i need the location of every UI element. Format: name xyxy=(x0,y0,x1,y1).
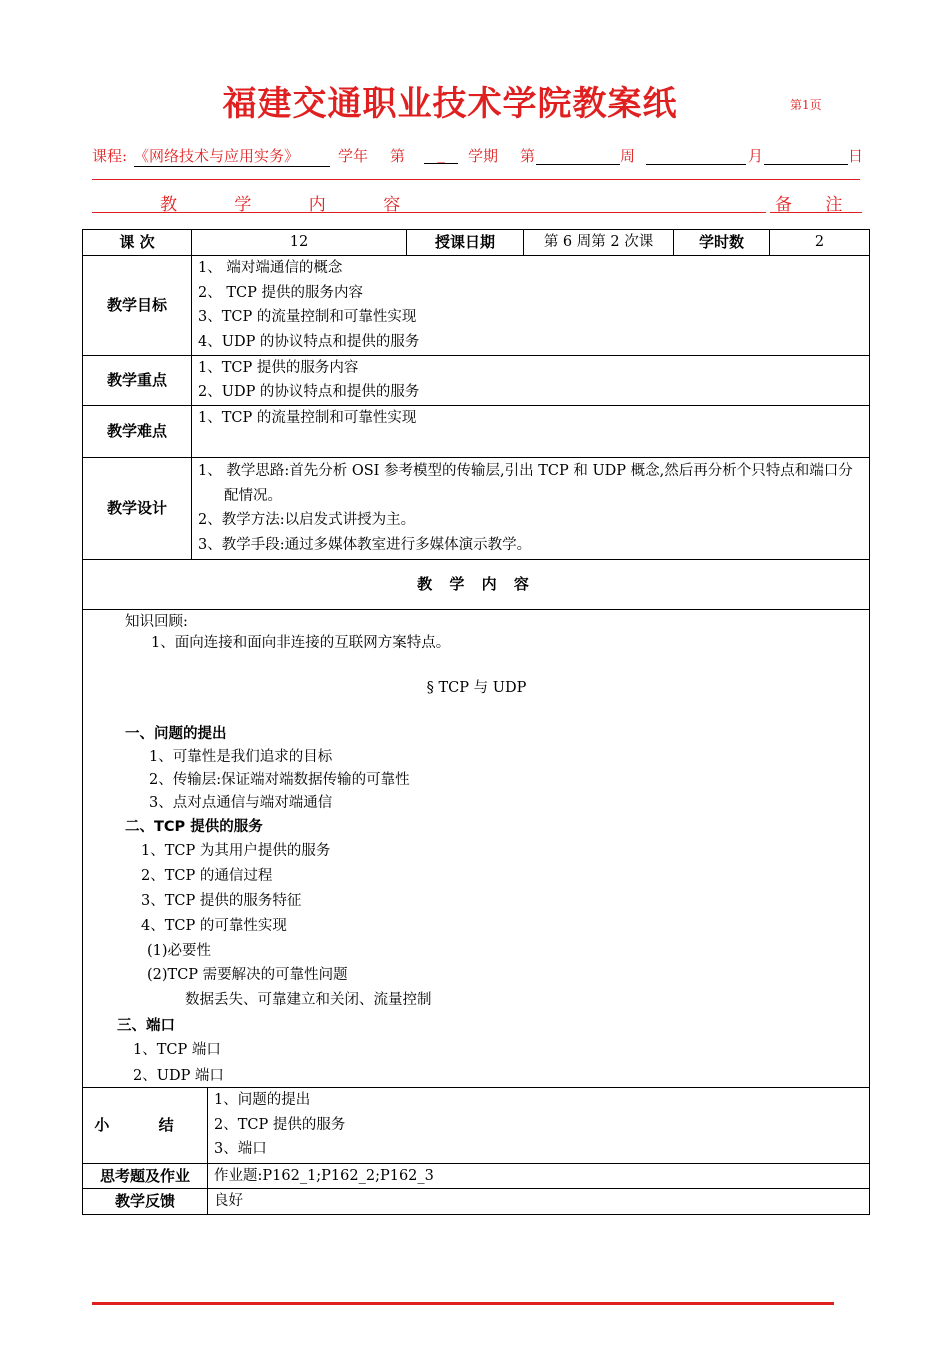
difficult-list xyxy=(192,405,870,457)
review-item: 1、面向连接和面向非连接的互联网方案特点。 xyxy=(151,634,451,651)
section-title: § TCP 与 UDP xyxy=(426,679,527,696)
summary-label: 小 结 xyxy=(83,1087,208,1163)
homework-value: 作业题:P162_1;P162_2;P162_3 xyxy=(208,1163,870,1189)
section-heading-3: 三、端口 xyxy=(117,1017,175,1034)
summary-list xyxy=(208,1087,870,1163)
goal-item: 4、UDP 的协议特点和提供的服务 xyxy=(198,333,420,350)
review-title: 知识回顾: xyxy=(125,613,188,630)
difficult-item: 1、TCP 的流量控制和可靠性实现 xyxy=(198,409,417,426)
course-prefix: 课程: xyxy=(92,147,128,165)
list-item: 3、TCP 提供的服务特征 xyxy=(141,892,302,909)
date-value: 第 6 周第 2 次课 xyxy=(524,230,674,256)
keypoints-list xyxy=(192,355,870,405)
list-item: 2、传输层:保证端对端数据传输的可靠性 xyxy=(149,771,410,788)
content-row xyxy=(83,609,870,1087)
xueqi-label: 学期 xyxy=(468,147,499,165)
feedback-value: 良好 xyxy=(208,1189,870,1215)
keypoints-row xyxy=(83,355,870,405)
sub-item: (2)TCP 需要解决的可靠性问题 xyxy=(147,966,348,983)
info-row xyxy=(83,230,870,256)
summary-item: 1、问题的提出 xyxy=(214,1092,311,1109)
design-label: 教学设计 xyxy=(83,457,192,559)
divider-line xyxy=(92,179,860,180)
difficult-row xyxy=(83,405,870,457)
divider-line xyxy=(92,212,766,213)
goal-item: 3、TCP 的流量控制和可靠性实现 xyxy=(198,309,417,325)
keypoints-label: 教学重点 xyxy=(83,355,192,405)
term-blank: _ xyxy=(424,145,458,164)
sub-item: (1)必要性 xyxy=(147,942,212,959)
teaching-content-heading: 教 学 内 容 xyxy=(160,195,427,215)
content-header: 教 学 内 容 xyxy=(83,559,870,609)
list-item: 2、UDP 端口 xyxy=(133,1067,224,1084)
list-item: 2、TCP 的通信过程 xyxy=(141,867,273,884)
difficult-label: 教学难点 xyxy=(83,405,192,457)
zhou-label: 周 xyxy=(620,147,636,165)
summary-item: 3、端口 xyxy=(214,1141,267,1158)
design-list xyxy=(192,457,870,559)
goal-item: 2、 TCP 提供的服务内容 xyxy=(198,284,363,301)
goals-row xyxy=(83,255,870,355)
course-name xyxy=(134,145,330,167)
homework-label: 思考题及作业 xyxy=(83,1163,208,1189)
date-label: 授课日期 xyxy=(407,230,524,256)
di-label-2: 第 xyxy=(520,147,536,165)
keypoint-item: 1、TCP 提供的服务内容 xyxy=(198,359,359,376)
summary-item: 2、TCP 提供的服务 xyxy=(214,1116,346,1133)
lesson-no-label: 课 次 xyxy=(83,230,192,256)
section-heading-2: 二、TCP 提供的服务 xyxy=(125,818,263,835)
content-body xyxy=(83,610,869,1087)
section-heading-1: 一、问题的提出 xyxy=(125,725,227,742)
design-item: 2、教学方法:以启发式讲授为主。 xyxy=(198,512,416,528)
list-item: 1、TCP 为其用户提供的服务 xyxy=(141,842,331,859)
hours-value: 2 xyxy=(770,230,870,256)
week-blank xyxy=(536,145,620,165)
content-header-row xyxy=(83,559,870,609)
homework-row xyxy=(83,1163,870,1189)
feedback-row xyxy=(83,1189,870,1215)
design-item: 3、教学手段:通过多媒体教室进行多媒体演示教学。 xyxy=(198,536,532,553)
feedback-label: 教学反馈 xyxy=(83,1189,208,1215)
summary-row xyxy=(83,1087,870,1163)
hours-label: 学时数 xyxy=(674,230,770,256)
page-number: 第1页 xyxy=(790,98,822,112)
goal-item: 1、 端对端通信的概念 xyxy=(198,260,343,276)
course-line xyxy=(92,145,862,167)
content-cell xyxy=(83,609,870,1087)
page-title: 福建交通职业技术学院教案纸 xyxy=(222,84,678,124)
divider-line xyxy=(770,212,862,213)
sub-item-detail: 数据丢失、可靠建立和关闭、流量控制 xyxy=(185,991,432,1008)
goals-list xyxy=(192,255,870,355)
list-item: 4、TCP 的可靠性实现 xyxy=(141,917,287,934)
day-blank xyxy=(764,145,848,165)
remarks-heading: 备 注 xyxy=(775,195,857,215)
list-item: 3、点对点通信与端对端通信 xyxy=(149,794,333,811)
yue-label: 月 xyxy=(748,147,764,165)
lesson-no-value: 12 xyxy=(192,230,407,256)
keypoint-item: 2、UDP 的协议特点和提供的服务 xyxy=(198,384,420,400)
design-row xyxy=(83,457,870,559)
course-name-text: 《网络技术与应用实务》 xyxy=(134,147,300,165)
design-item: 1、 教学思路:首先分析 OSI 参考模型的传输层,引出 TCP 和 UDP 概念,然后再分析个只特点和端口分配情况。 xyxy=(198,463,853,504)
footer-line xyxy=(92,1302,834,1305)
month-blank xyxy=(646,145,746,165)
goals-label: 教学目标 xyxy=(83,255,192,355)
di-label-1: 第 xyxy=(390,147,406,165)
list-item: 1、TCP 端口 xyxy=(133,1041,221,1058)
xuenian-label: 学年 xyxy=(338,147,369,165)
lesson-plan-table xyxy=(82,229,870,1215)
ri-label: 日 xyxy=(848,147,864,165)
list-item: 1、可靠性是我们追求的目标 xyxy=(149,748,333,765)
